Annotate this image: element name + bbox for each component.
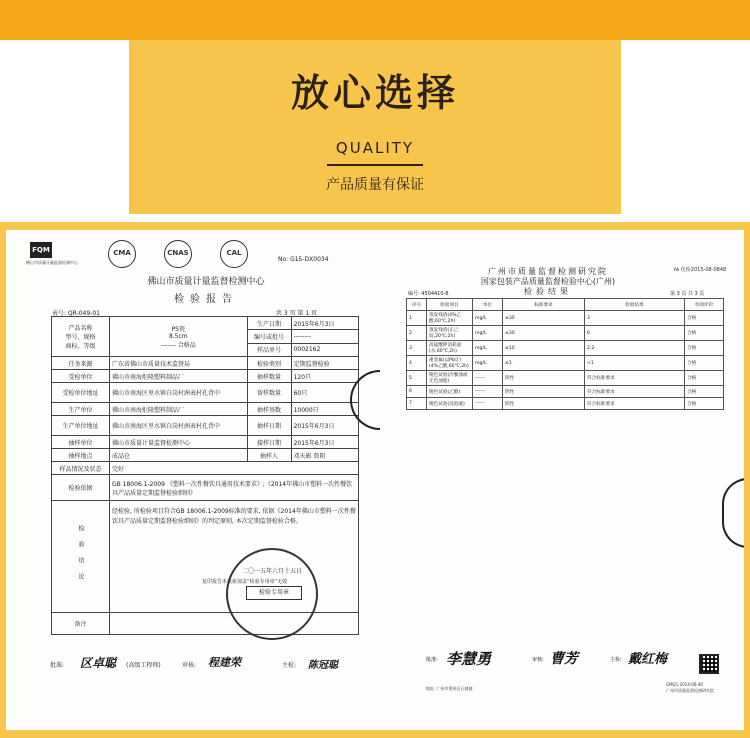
table-row: 抽样单位 佛山市质量计量监督检测中心 接样日期 2015年6月3日 bbox=[52, 436, 359, 449]
left-report-title: 检验报告 bbox=[174, 294, 238, 305]
table-row: 3 高锰酸钾消耗量(水,60℃,2h) mg/L ≤10 2.2 合格 bbox=[407, 341, 724, 356]
approver-signature: 区卓聪 bbox=[80, 656, 117, 670]
report-number: No: G15-DX0034 bbox=[278, 256, 329, 263]
right-org-name-2: 国家包装产品质量监督检验中心(广州) bbox=[480, 277, 616, 286]
right-report-title: 检验结果 bbox=[524, 287, 572, 296]
approver-title: (高级工程师) bbox=[126, 662, 161, 669]
inspector-signature: 陈冠聪 bbox=[308, 660, 338, 671]
right-page-info: 第 3 页 共 3 页 bbox=[670, 291, 705, 297]
left-signatures bbox=[40, 654, 370, 674]
approver-signature: 李慧勇 bbox=[446, 650, 492, 668]
cnas-seal-icon: CNAS bbox=[164, 240, 192, 268]
right-org-name: 广州市质量监督检测研究院 bbox=[488, 267, 608, 276]
table-row: 7 脱色试验(浸泡液) ------ 阴性 符合标准要求 合格 bbox=[407, 398, 724, 410]
approver-label: 批准: bbox=[426, 657, 438, 663]
table-row: 检验依据 GB 18006.1-2009 《塑料一次性餐饮具通用技术要求》;《2014年佛山市塑料一次性餐饮具产品质量定期监督检验细则》 bbox=[52, 475, 359, 501]
cal-seal-icon: CAL bbox=[220, 240, 248, 268]
stamp-label: 检验专用章 bbox=[246, 586, 302, 600]
table-header-row: 序号 检验项目 单位 标准要求 检验结果 单项评价 bbox=[407, 299, 724, 311]
left-table-no: 表号: QR-049-01 bbox=[52, 310, 100, 317]
issue-date: 二〇一五年六月十五日 bbox=[242, 568, 303, 575]
table-row: 1 蒸发残渣(4%乙酸,60℃,2h) mg/L ≤30 3 合格 bbox=[407, 311, 724, 326]
reviewer-label: 审核: bbox=[532, 657, 544, 663]
seal-fragment-right bbox=[722, 478, 744, 548]
right-footer-code: GMQ1-2014-06-40 bbox=[666, 682, 703, 687]
left-page-info: 共 3 页 第 1 页 bbox=[276, 310, 318, 317]
left-org-name: 佛山市质量计量监督检测中心 bbox=[147, 277, 265, 287]
table-row: 样品单号 0002162 bbox=[52, 343, 359, 356]
table-row: 生产单位 佛山市南海炬隆塑料制品厂 抽样基数 10000只 bbox=[52, 403, 359, 416]
fqm-caption: 佛山市质量计量监督检测中心 bbox=[26, 260, 78, 265]
qr-code-icon bbox=[699, 654, 719, 674]
table-row: 任务来源 广东省佛山市质量技术监督局 检验类别 定期监督检验 bbox=[52, 357, 359, 370]
table-row: 检验结论 经检验, 所检验项目符合GB 18006.1-2009标准的要求, 依据《2014年佛山市塑料一次性餐饮具产品质量定期监督检验细则》的判定原则, 本次定期监督检验合格。 二〇一五年六月十五日 复印报告未重新加盖“检验专用章”无效 bbox=[52, 501, 359, 613]
conclusion-text: 经检验, 所检验项目符合GB 18006.1-2009标准的要求, 依据《2014年佛山市塑料一次性餐饮具产品质量定期监督检验细则》的判定原则, 本次定期监督检验合格。 bbox=[112, 508, 356, 525]
left-logos bbox=[26, 240, 360, 272]
approver-role: 批准: bbox=[50, 662, 65, 669]
cma-seal-icon: CMA bbox=[108, 240, 136, 268]
right-footer-org: 广州市质量监督检测研究院 bbox=[666, 688, 714, 693]
subtitle-underline bbox=[327, 164, 423, 166]
official-stamp bbox=[226, 548, 318, 640]
results-table bbox=[406, 298, 724, 410]
table-row: 样品情况及状态 完好 bbox=[52, 462, 359, 475]
table-row: 抽样地点 成品仓 抽样人 邓天影 詹阳 bbox=[52, 449, 359, 462]
header-title: 放心选择 bbox=[290, 71, 459, 115]
top-accent-bar bbox=[0, 0, 750, 40]
header-caption: 产品质量有保证 bbox=[326, 177, 424, 193]
right-top-number: № 化检2015-08-0848 bbox=[674, 267, 727, 273]
reviewer-role: 审核: bbox=[182, 662, 197, 669]
table-row: 受检单位 佛山市南海炬隆塑料制品厂 抽样数量 120只 bbox=[52, 370, 359, 383]
table-row: 2 蒸发残渣(正己烷,20℃,2h) mg/L ≤30 6 合格 bbox=[407, 326, 724, 341]
table-row: 备注 bbox=[52, 613, 359, 635]
reviewer-signature: 程建荣 bbox=[208, 656, 241, 669]
header-subtitle: QUALITY bbox=[335, 139, 415, 157]
right-footer-address: 地址: 广州市番禺区石楼镇 bbox=[426, 686, 473, 691]
inspector-role: 主检: bbox=[282, 662, 297, 669]
copy-note: 复印报告未重新加盖“检验专用章”无效 bbox=[202, 579, 288, 585]
table-row: 5 脱色试验(冷餐油或无色油脂) ------ 阴性 符合标准要求 合格 bbox=[407, 371, 724, 386]
table-row: 生产单位地址 佛山市南海区里水镇白岗村洲表村孔背中 抽样日期 2015年6月3日 bbox=[52, 416, 359, 436]
right-report-number: 编号: 4504410-8 bbox=[408, 291, 449, 297]
reviewer-signature: 曹芳 bbox=[550, 651, 578, 667]
fqm-logo: FQM bbox=[30, 242, 52, 258]
table-row: 受检单位地址 佛山市南海区里水镇白岗村洲表村孔背中 留样数量 60只 bbox=[52, 383, 359, 403]
table-row: 4 重金属(以Pb计)(4%乙酸,60℃,2h) mg/L ≤1 <1 合格 bbox=[407, 356, 724, 371]
inspector-signature: 戴红梅 bbox=[628, 652, 668, 667]
table-row: 产品名称 型号、规格 商标、等级 PS瓷 8.5cm ------- 合格品 生产日期 2015年6月3日 bbox=[52, 317, 359, 330]
header-panel bbox=[129, 40, 621, 214]
inspector-label: 主检: bbox=[610, 657, 622, 663]
table-row: 6 脱色试验(乙醇) ------ 阴性 符合标准要求 合格 bbox=[407, 386, 724, 398]
certificate-paper bbox=[6, 230, 744, 730]
table-row: 编号或批号 -------- bbox=[52, 330, 359, 343]
